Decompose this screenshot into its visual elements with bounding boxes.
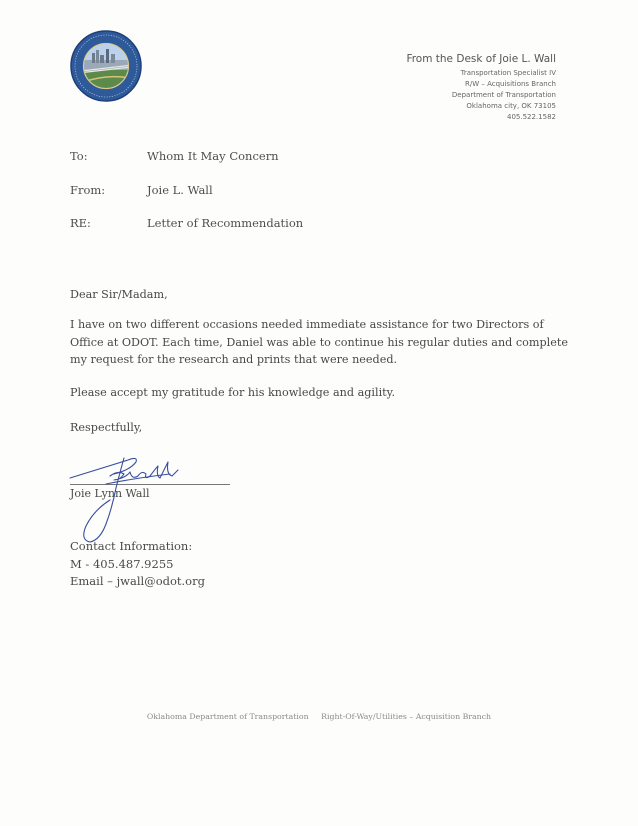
letterhead-title: Transportation Specialist IV (460, 69, 556, 77)
letter-salutation (70, 286, 570, 304)
salutation-text: Dear Sir/Madam, (70, 288, 168, 301)
letter-closing (70, 419, 570, 437)
paragraph-2-text: Please accept my gratitude for his knowledge and agility. (70, 386, 396, 399)
paragraph-1-text: I have on two different occasions needed immediate assistance for two Directors of Office at ODOT. Each time, Daniel was able to continue his regular duties and complete my request for the research and prints that were needed. (70, 318, 568, 367)
footer-department: Oklahoma Department of Transportation (146, 712, 309, 721)
footer-branch: Right-Of-Way/Utilities – Acquisition Branch (321, 712, 492, 721)
odot-seal-icon (70, 30, 142, 102)
letterhead-from-desk: From the Desk of Joie L. Wall (406, 53, 556, 65)
memo-from-label: From: (70, 183, 106, 197)
letterhead-branch: R/W – Acquisitions Branch (465, 80, 556, 88)
contact-mobile: M - 405.487.9255 (70, 556, 174, 571)
handwritten-signature-icon (66, 448, 201, 548)
memo-from-value: Joie L. Wall (147, 183, 213, 197)
contact-email: Email – jwall@odot.org (70, 574, 205, 588)
letter-paragraph-2 (70, 384, 570, 402)
memo-to-value: Whom It May Concern (147, 149, 279, 163)
letterhead (406, 52, 556, 123)
closing-text: Respectfully, (70, 421, 143, 434)
signer-name: Joie Lynn Wall (70, 487, 150, 500)
letter-paragraph-1 (70, 316, 570, 369)
contact-block (70, 538, 205, 591)
letterhead-phone: 405.522.1582 (507, 113, 556, 121)
contact-heading: Contact Information: (70, 539, 193, 553)
letterhead-city: Oklahoma city, OK 73105 (466, 102, 556, 110)
memo-re-label: RE: (70, 216, 91, 230)
memo-re-value: Letter of Recommendation (147, 216, 304, 230)
memo-to-label: To: (70, 149, 88, 163)
page-footer (0, 712, 638, 721)
letterhead-department: Department of Transportation (451, 91, 556, 99)
